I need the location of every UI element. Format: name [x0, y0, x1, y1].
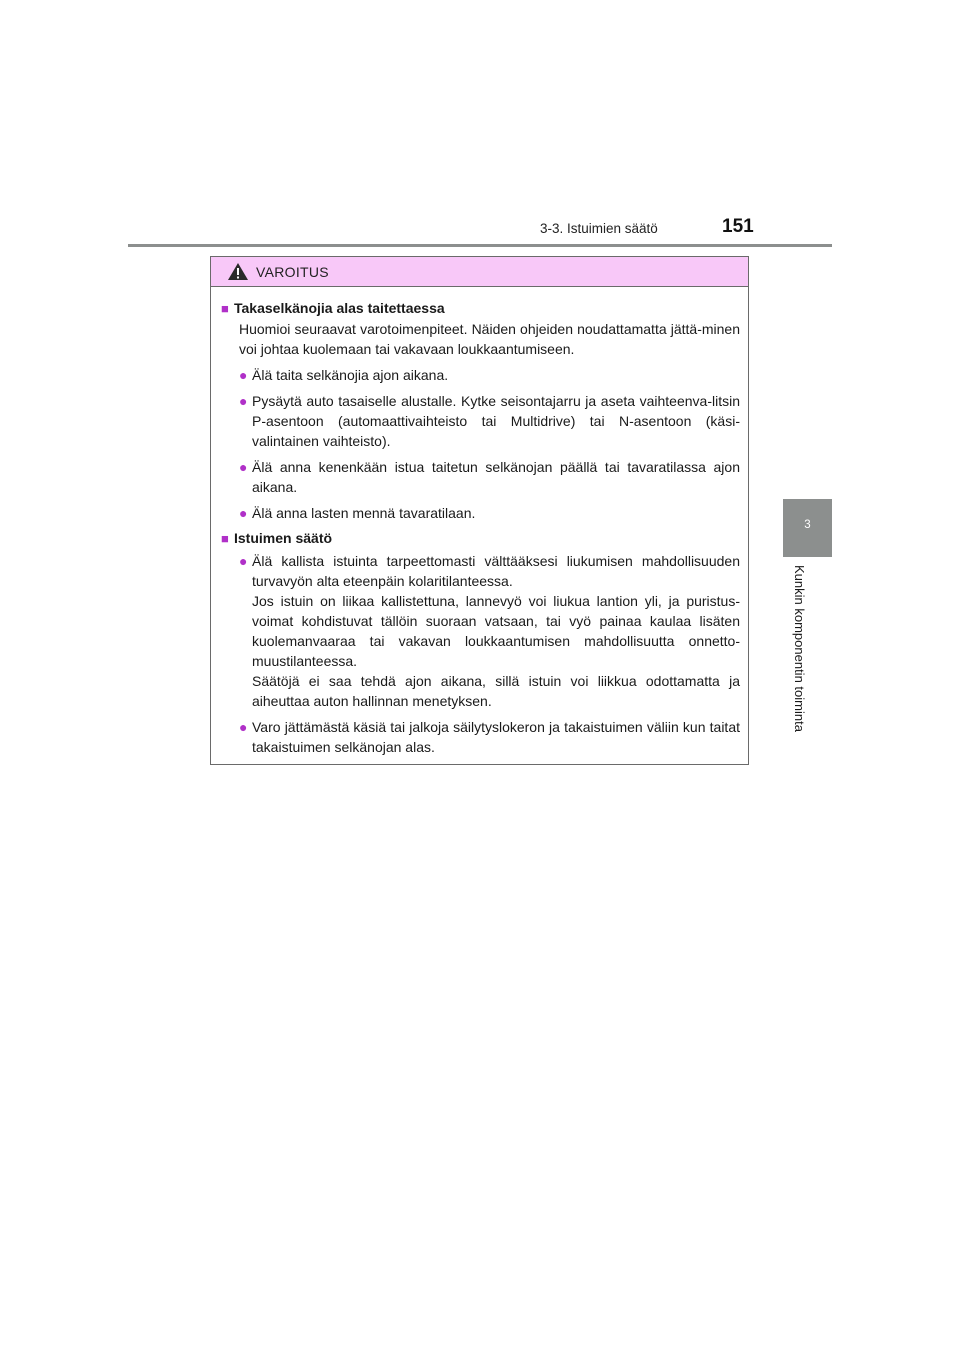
circle-bullet-icon: ●: [239, 719, 248, 735]
list-item: [221, 457, 740, 497]
list-item: [221, 391, 740, 451]
list-item-line: Jos istuin on liikaa kallistettuna, lannevyö voi liukua lantion yli, ja puristus-voimat kohdistuvat tällöin suoraan vatsaan, tai vyö painaa kaulaa lisäten kuolemanvaaraa tai vakavan loukkaantumisen mahdollisuutta onnetto-muustilanteessa.: [252, 593, 740, 669]
intro-paragraph: Huomioi seuraavat varotoimenpiteet. Näiden ohjeiden noudattamatta jättä-minen voi johtaa kuolemaan tai vakavaan loukkaantumiseen.: [239, 321, 740, 357]
list-item: [221, 551, 740, 711]
subheading-text: Takaselkänojia alas taitettaessa: [234, 300, 445, 316]
list-item-text: Pysäytä auto tasaiselle alustalle. Kytke seisontajarru ja aseta vaihteenva-litsin P-asentoon (automaattivaihteisto tai Multidrive) tai N-asentoon (käsi-valintainen vaihteisto).: [252, 393, 740, 449]
circle-bullet-icon: ●: [239, 505, 248, 521]
chapter-label: Kunkin komponentin toiminta: [792, 565, 807, 732]
circle-bullet-icon: ●: [239, 459, 248, 475]
square-bullet-icon: ■: [221, 531, 229, 546]
circle-bullet-icon: ●: [239, 393, 248, 409]
list-item-line: Säätöjä ei saa tehdä ajon aikana, sillä istuin voi liikkua odottamatta ja aiheuttaa auton hallinnan menetyksen.: [252, 673, 740, 709]
chapter-tab: [783, 499, 832, 557]
list-item-text: Varo jättämästä käsiä tai jalkoja säilytyslokeron ja takaistuimen väliin kun taitat takaistuimen selkänojan alas.: [252, 719, 740, 755]
circle-bullet-icon: ●: [239, 553, 248, 569]
square-bullet-icon: ■: [221, 301, 229, 316]
page-number: 151: [722, 216, 754, 237]
header-rule: [128, 244, 832, 247]
subheading-text: Istuimen säätö: [234, 530, 333, 546]
subheading-seat-adjust: [221, 528, 740, 549]
list-item-text: Älä anna kenenkään istua taitetun selkänojan päällä tai tavaratilassa ajon aikana.: [252, 459, 740, 495]
warning-box: [210, 256, 749, 765]
warning-title: VAROITUS: [256, 263, 329, 280]
list-item: [221, 717, 740, 757]
warning-triangle-icon: [227, 262, 249, 281]
list-item: [221, 503, 740, 523]
list-item: [221, 365, 740, 385]
subheading-folding: [221, 298, 740, 319]
chapter-number: 3: [804, 519, 811, 531]
section-title: 3-3. Istuimien säätö: [540, 221, 658, 236]
warning-body: [211, 287, 748, 757]
circle-bullet-icon: ●: [239, 367, 248, 383]
list-item-line: Älä kallista istuinta tarpeettomasti välttääksesi liukumisen mahdollisuuden turvavyön alta eteenpäin kolaritilanteessa.: [252, 553, 740, 589]
list-item-text: Älä anna lasten mennä tavaratilaan.: [252, 505, 476, 521]
list-item-text: [252, 551, 740, 711]
list-item-text: Älä taita selkänojia ajon aikana.: [252, 367, 449, 383]
warning-header: [211, 257, 748, 287]
chapter-label-wrap: [787, 565, 807, 765]
